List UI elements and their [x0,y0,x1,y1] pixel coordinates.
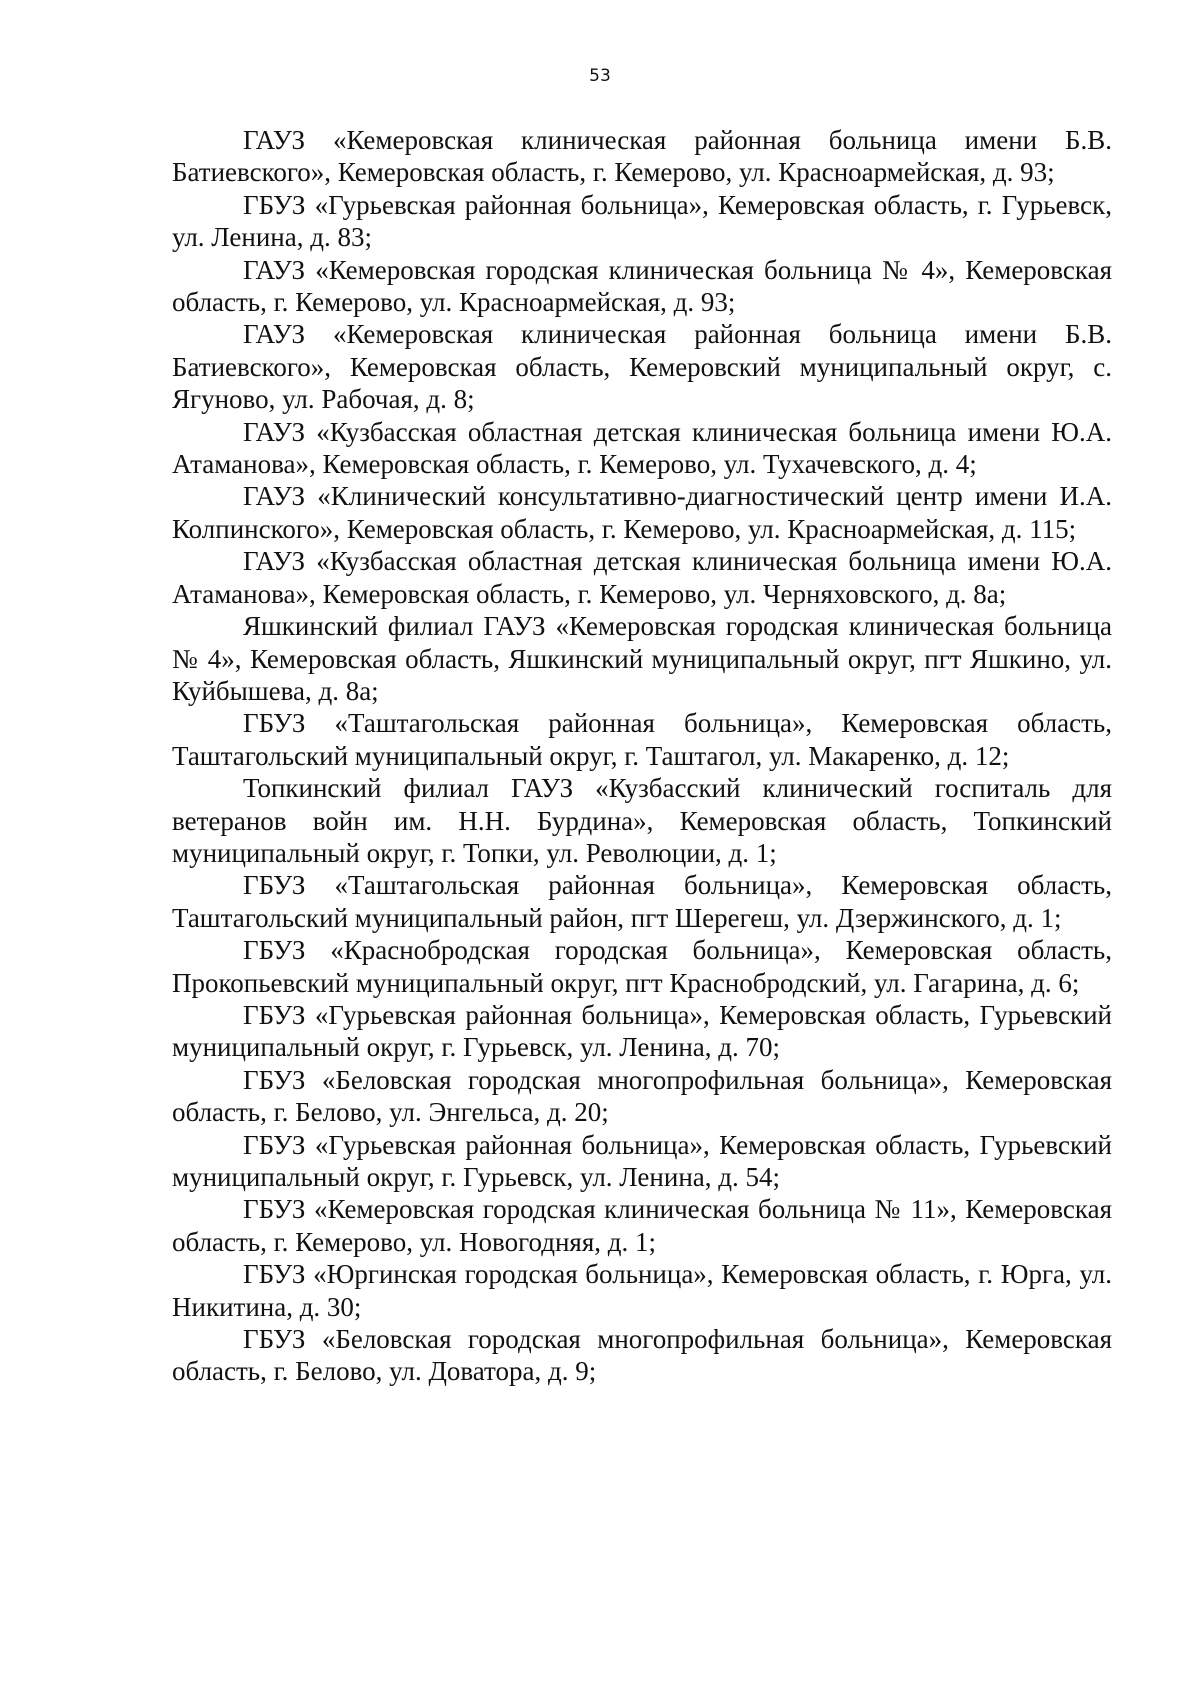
address-entry: ГАУЗ «Кемеровская городская клиническая больница № 4», Кемеровская область, г. Кемерово, ул. Красноармейская, д. 93; [172,254,1112,318]
address-entry: ГБУЗ «Краснобродская городская больница», Кемеровская область, Прокопьевский муниципальный округ, пгт Краснобродский, ул. Гагарина, д. 6; [172,935,1112,998]
address-entry: ГАУЗ «Кемеровская клиническая районная больница имени Б.В. Батиевского», Кемеровская область, г. Кемерово, ул. Красноармейская, д. 93; [172,125,1112,188]
page-number: 53 [589,66,611,86]
address-entry: ГБУЗ «Беловская городская многопрофильная больница», Кемеровская область, г. Белово, ул. Доватора, д. 9; [172,1324,1112,1387]
address-entry: Топкинский филиал ГАУЗ «Кузбасский клинический госпиталь для ветеранов войн им. Н.Н. Бурдина», Кемеровская область, Топкинский муниципальный округ, г. Топки, ул. Революции, д. 1; [172,773,1112,868]
address-entry: ГБУЗ «Беловская городская многопрофильная больница», Кемеровская область, г. Белово, ул. Энгельса, д. 20; [172,1064,1112,1128]
address-entry: Яшкинский филиал ГАУЗ «Кемеровская городская клиническая больница № 4», Кемеровская область, Яшкинский муниципальный округ, пгт Яшкино, ул. Куйбышева, д. 8а; [172,611,1112,706]
address-entry: ГБУЗ «Таштагольская районная больница», Кемеровская область, Таштагольский муниципальный район, пгт Шерегеш, ул. Дзержинского, д. 1; [172,870,1112,933]
address-entry: ГАУЗ «Клинический консультативно-диагностический центр имени И.А. Колпинского», Кемеровская область, г. Кемерово, ул. Красноармейская, д. 115; [172,481,1112,544]
address-entry: ГАУЗ «Кемеровская клиническая районная больница имени Б.В. Батиевского», Кемеровская область, Кемеровский муниципальный округ, с. Ягуново, ул. Рабочая, д. 8; [172,319,1112,415]
address-entry: ГБУЗ «Гурьевская районная больница», Кемеровская область, Гурьевский муниципальный округ, г. Гурьевск, ул. Ленина, д. 70; [172,999,1112,1063]
address-entry: ГБУЗ «Таштагольская районная больница», Кемеровская область, Таштагольский муниципальный округ, г. Таштагол, ул. Макаренко, д. 12; [172,708,1112,771]
document-body [172,124,1112,1388]
address-entry: ГБУЗ «Кемеровская городская клиническая больница № 11», Кемеровская область, г. Кемерово, ул. Новогодняя, д. 1; [172,1194,1112,1257]
address-entry: ГАУЗ «Кузбасская областная детская клиническая больница имени Ю.А. Атаманова», Кемеровская область, г. Кемерово, ул. Черняховского, д. 8а; [172,546,1112,609]
address-entry: ГБУЗ «Гурьевская районная больница», Кемеровская область, Гурьевский муниципальный округ, г. Гурьевск, ул. Ленина, д. 54; [172,1129,1112,1192]
address-entry: ГБУЗ «Гурьевская районная больница», Кемеровская область, г. Гурьевск, ул. Ленина, д. 83; [172,189,1112,253]
address-entry: ГБУЗ «Юргинская городская больница», Кемеровская область, г. Юрга, ул. Никитина, д. 30; [172,1259,1112,1322]
address-entry: ГАУЗ «Кузбасская областная детская клиническая больница имени Ю.А. Атаманова», Кемеровская область, г. Кемерово, ул. Тухачевского, д. 4; [172,416,1112,480]
